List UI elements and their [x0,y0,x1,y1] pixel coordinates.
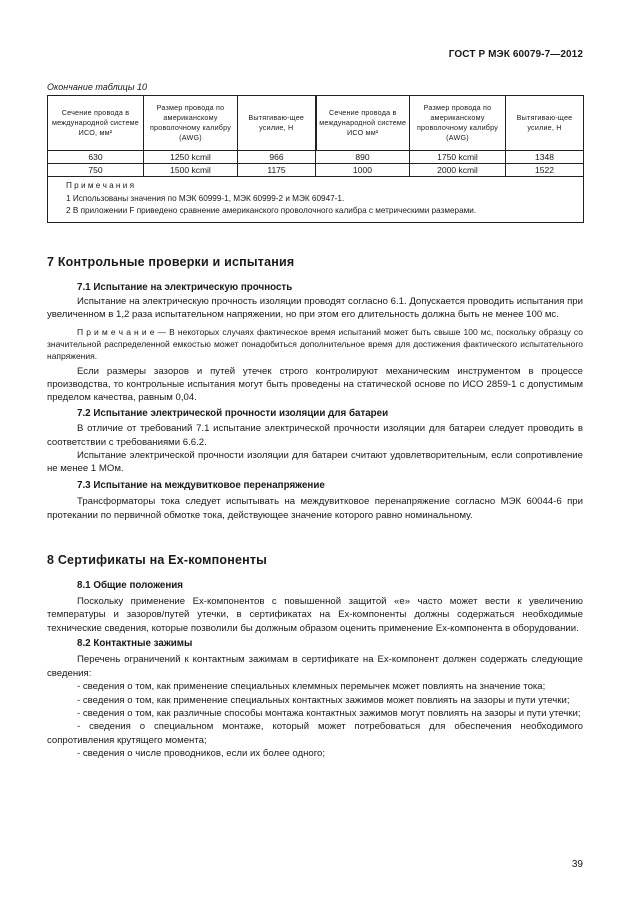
subsection-title: 7.2 Испытание электрической прочности изоляции для батареи [77,407,389,419]
table-cell: 630 [48,151,144,164]
note-item: 2 В приложении F приведено сравнение американского проволочного калибра с метрическими размерами. [66,206,477,215]
header-cell: Вытягиваю-щее усилие, Н [506,96,584,151]
list-item: - сведения о том, как различные способы монтажа контактных зажимов могут повлиять на зазоры и пути утечки; [77,708,581,720]
list-item: - сведения о специальном монтаже, который может потребоваться для обеспечения необходимого сопротивления крутящего момента; [47,721,583,746]
document-code: ГОСТ Р МЭК 60079-7—2012 [448,49,583,60]
subsection-title: 8.2 Контактные зажимы [77,638,193,650]
table-row [48,164,584,177]
notes-title: П р и м е ч а н и я [66,181,135,190]
table-row [48,151,584,164]
paragraph: Перечень ограничений к контактным зажимам в сертификате на Ех-компонент должен содержать следующие сведения: [47,654,583,679]
header-cell: Размер провода по американскому проволочному калибру (AWG) [144,96,238,151]
header-cell: Сечение провода в международной системе ИСО, мм² [48,96,144,151]
list-item: - сведения о числе проводников, если их более одного; [77,748,326,760]
page-number: 39 [571,859,583,870]
table-cell: 750 [48,164,144,177]
table-cell: 1522 [506,164,584,177]
list-item: - сведения о том, как применение специальных контактных зажимов может повлиять на зазоры и пути утечки; [77,694,570,706]
table-cell: 1175 [238,164,316,177]
paragraph: Если размеры зазоров и путей утечек строго контролируют механическим инструментом в процессе производства, то контрольные испытания могут быть проведены на статической основе по ИСО 2859-1 с допустимым пределом качества, равным 0,04. [47,365,583,404]
table-caption: Окончание таблицы 10 [47,82,147,92]
table-notes [48,177,584,223]
table-cell: 1348 [506,151,584,164]
paragraph: Испытание на электрическую прочность изоляции проводят согласно 6.1. Допускается проводить испытания при увеличенном в 1,2 раза испытательном напряжении, но при этом его длительность должна быть не менее 100 мс. [47,295,583,321]
table-cell: 890 [316,151,410,164]
section-7 [47,256,583,522]
list-item: - сведения о том, как применение специальных клеммных перемычек может повлиять на значение тока; [77,681,546,693]
table-header-row [48,96,584,151]
header-cell: Размер провода по американскому проволочному калибру (AWG) [410,96,506,151]
section-title: 7 Контрольные проверки и испытания [47,255,295,269]
subsection-title: 7.3 Испытание на междувитковое перенапряжение [77,479,325,491]
table-cell: 1000 [316,164,410,177]
table-cell: 966 [238,151,316,164]
table-cell: 1250 kcmil [144,151,238,164]
table-cell: 1500 kcmil [144,164,238,177]
section-title: 8 Сертификаты на Ех-компоненты [47,553,268,567]
table-cell: 2000 kcmil [410,164,506,177]
paragraph: Поскольку применение Ех-компонентов с повышенной защитой «е» часто может вести к увеличению температуры и зазоров/путей утечки, в сертификатах на Ех-компоненты должны содержаться необходимые технические сведения, которые позволили бы должным образом оценить применение Ех-компонента в оборудовании. [47,595,583,634]
header-cell: Вытягиваю-щее усилие, Н [238,96,316,151]
header-cell: Сечение провода в международной системе ИСО мм² [316,96,410,151]
subsection-title: 7.1 Испытание на электрическую прочность [77,282,293,294]
table-notes-row [48,177,584,223]
section-8 [47,554,583,761]
paragraph: Испытание электрической прочности изоляции для батареи считают удовлетворительным, если сопротивление не менее 1 МОм. [47,450,583,475]
paragraph: Трансформаторы тока следует испытывать на междувитковое перенапряжение согласно МЭК 60044-6 при протекании по первичной обмотке тока, действующее значение которого равно номинальному. [47,496,583,521]
table-cell: 1750 kcmil [410,151,506,164]
wire-pull-force-table [47,95,584,223]
note-paragraph: П р и м е ч а н и е — В некоторых случаях фактическое время испытаний может быть свыше 100 мс, поскольку образцу со значительной распределенной емкостью может понадобиться дополнительное время для достижения фактического испытательного напряжения. [47,326,583,361]
note-item: 1 Использованы значения по МЭК 60999-1, МЭК 60999-2 и МЭК 60947-1. [66,193,345,203]
paragraph: В отличие от требований 7.1 испытание электрической прочности изоляции для батареи следует проводить в соответствии с требованиями 6.6.2. [47,423,583,448]
subsection-title: 8.1 Общие положения [77,580,184,592]
